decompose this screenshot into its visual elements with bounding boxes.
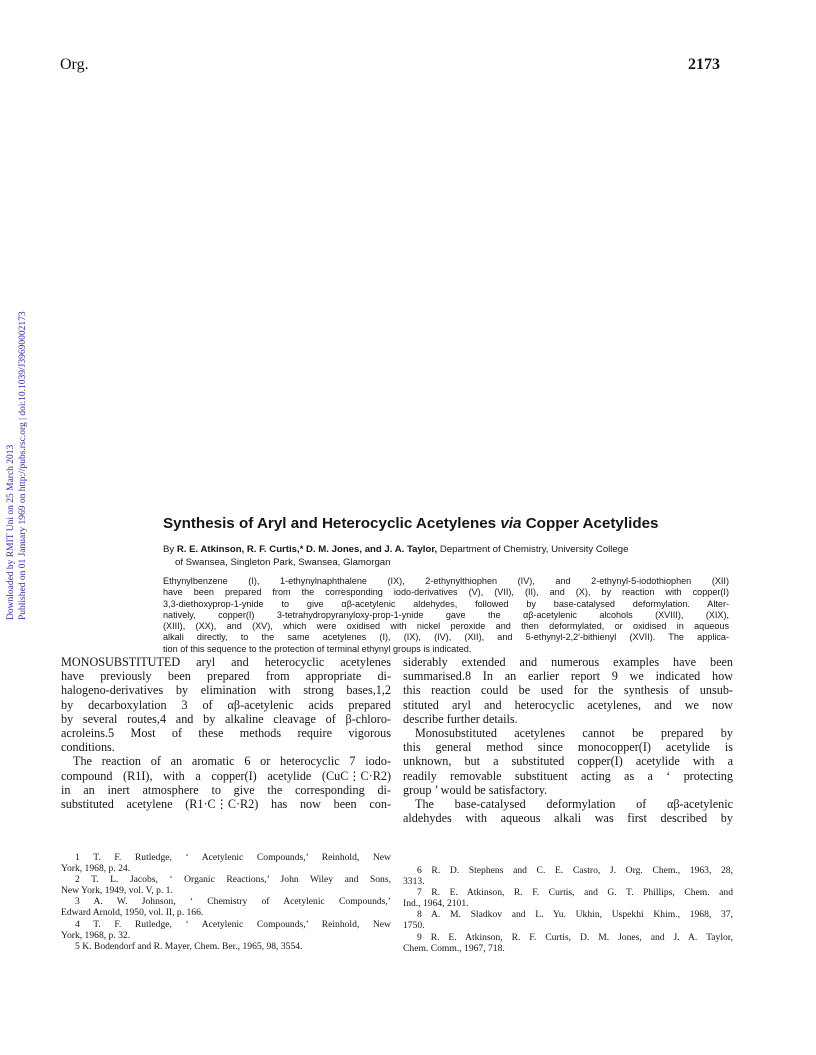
abstract-line: alkali directly, to the same acetylenes (I), (IX), (IV), (XII), and 5-ethynyl-2,2′-bithienyl (XVII). The applica- <box>163 632 729 643</box>
title-part-1: Synthesis of Aryl and Heterocyclic Acetylenes <box>163 515 501 532</box>
footnote-line: 8 A. M. Sladkov and L. Yu. Ukhin, Uspekhi Khim., 1968, 37, <box>417 909 733 921</box>
affiliation-line-1: Department of Chemistry, University College <box>437 544 629 555</box>
footnote-line: 3313. <box>403 876 425 888</box>
footnote-line: York, 1968, p. 32. <box>61 929 131 941</box>
footnote-line: Ind., 1964, 2101. <box>403 898 469 910</box>
body-line: The reaction of an aromatic 6 or heterocyclic 7 iodo- <box>73 754 391 769</box>
footnote-line: 1 T. F. Rutledge, ‘ Acetylenic Compounds,’ Reinhold, New <box>75 852 391 863</box>
footnotes-left <box>61 852 391 952</box>
body-line: describe further details. <box>403 711 518 726</box>
abstract-line: 3,3-diethoxyprop-1-ynide to give αβ-acetylenic aldehydes, followed by base-catalysed deformylation. Alter- <box>163 598 729 609</box>
body-line: conditions. <box>61 740 115 755</box>
body-line: summarised.8 In an earlier report 9 we indicated how <box>403 669 733 684</box>
abstract-line: Ethynylbenzene (I), 1-ethynylnaphthalene (IX), 2-ethynylthiophen (IV), and 2-ethynyl-5-iodothiophen (XII) <box>163 576 729 586</box>
article-title <box>163 515 763 532</box>
author-block <box>163 543 729 569</box>
footnote-line: Chem. Comm., 1967, 718. <box>403 942 505 954</box>
author-prefix: By <box>163 544 177 555</box>
doi-watermark[interactable]: Published on 01 January 1969 on http://pubs.rsc.org | doi:10.1039/J39690002173 <box>18 311 28 620</box>
body-line: Monosubstituted acetylenes cannot be prepared by <box>415 726 733 741</box>
body-line: MONOSUBSTITUTED aryl and heterocyclic acetylenes <box>61 655 391 669</box>
abstract-line: (XIII), (XX), and (XV), which were oxidised with nickel peroxide and then deformylated, or oxidised in aqueous <box>163 621 729 632</box>
affiliation-line-2: of Swansea, Singleton Park, Swansea, Glamorgan <box>175 557 391 568</box>
footnote-line: 1750. <box>403 920 425 932</box>
body-line: stituted aryl and heterocyclic acetylenes, and we now <box>403 697 733 712</box>
abstract-line: natively, copper(I) 3-tetrahydropyranyloxy-prop-1-ynide gave the αβ-acetylenic alcohols (XVIII), (XIX), <box>163 609 729 620</box>
body-line: unknown, but a substituted copper(I) acetylide with a <box>403 754 733 769</box>
title-part-2: Copper Acetylides <box>521 515 659 532</box>
download-watermark: Downloaded by RMIT Uni on 25 March 2013 <box>6 444 16 620</box>
body-column-right <box>403 655 733 825</box>
body-line: halogeno-derivatives by elimination with strong bases,1,2 <box>61 683 391 698</box>
body-line: this general method since monocopper(I) acetylide is <box>403 740 733 755</box>
author-names: R. E. Atkinson, R. F. Curtis,* D. M. Jones, and J. A. Taylor, <box>176 544 438 555</box>
footnote-line: 4 T. F. Rutledge, ‘ Acetylenic Compounds,’ Reinhold, New <box>75 918 391 930</box>
footnote-line: York, 1968, p. 24. <box>61 863 131 875</box>
page-number: 2173 <box>688 56 720 73</box>
journal-name: Org. <box>60 56 89 73</box>
footnote-line: 5 K. Bodendorf and R. Mayer, Chem. Ber., 1965, 98, 3554. <box>75 940 303 952</box>
footnote-line: Edward Arnold, 1950, vol. II, p. 166. <box>61 907 204 919</box>
title-italic: via <box>500 515 522 532</box>
body-line: acroleins.5 Most of these methods require vigorous <box>61 726 391 741</box>
body-line: group ’ would be satisfactory. <box>403 782 548 797</box>
body-line: in an inert atmosphere to give the corresponding di- <box>61 782 391 797</box>
footnote-line: 3 A. W. Johnson, ‘ Chemistry of Acetylenic Compounds,’ <box>75 896 391 908</box>
footnotes-right <box>403 865 733 954</box>
footnote-line: 6 R. D. Stephens and C. E. Castro, J. Org. Chem., 1963, 28, <box>417 865 733 876</box>
body-line: this reaction could be used for the synthesis of unsub- <box>403 683 733 698</box>
body-line: by decarboxylation 3 of αβ-acetylenic acids prepared <box>61 697 391 712</box>
abstract <box>163 576 729 655</box>
body-line: substituted acetylene (R1·C⋮C·R2) has now been con- <box>61 797 391 812</box>
body-line: compound (R1I), with a copper(I) acetylide (CuC⋮C·R2) <box>61 768 391 783</box>
body-line: siderably extended and numerous examples have been <box>403 655 733 669</box>
abstract-line: tion of this sequence to the protection of terminal ethynyl groups is indicated. <box>163 643 472 654</box>
body-line: readily removable substituent acting as a ‘ protecting <box>403 768 733 783</box>
abstract-line: have been prepared from the corresponding iodo-derivatives (V), (VII), (II), and (X), by reaction with copper(I) <box>163 587 729 598</box>
body-line: aldehydes with aqueous alkali was first described by <box>403 811 733 826</box>
footnote-line: 7 R. E. Atkinson, R. F. Curtis, and G. T. Phillips, Chem. and <box>417 887 733 899</box>
footnote-line: 9 R. E. Atkinson, R. F. Curtis, D. M. Jones, and J. A. Taylor, <box>417 931 733 943</box>
body-line: by several routes,4 and by alkaline cleavage of β-chloro- <box>61 711 391 726</box>
body-line: have previously been prepared from appropriate di- <box>61 669 391 684</box>
footnote-line: New York, 1949, vol. V, p. 1. <box>61 885 173 897</box>
body-line: The base-catalysed deformylation of αβ-acetylenic <box>415 797 733 812</box>
body-column-left <box>61 655 391 811</box>
footnote-line: 2 T. L. Jacobs, ‘ Organic Reactions,’ John Wiley and Sons, <box>75 874 391 886</box>
